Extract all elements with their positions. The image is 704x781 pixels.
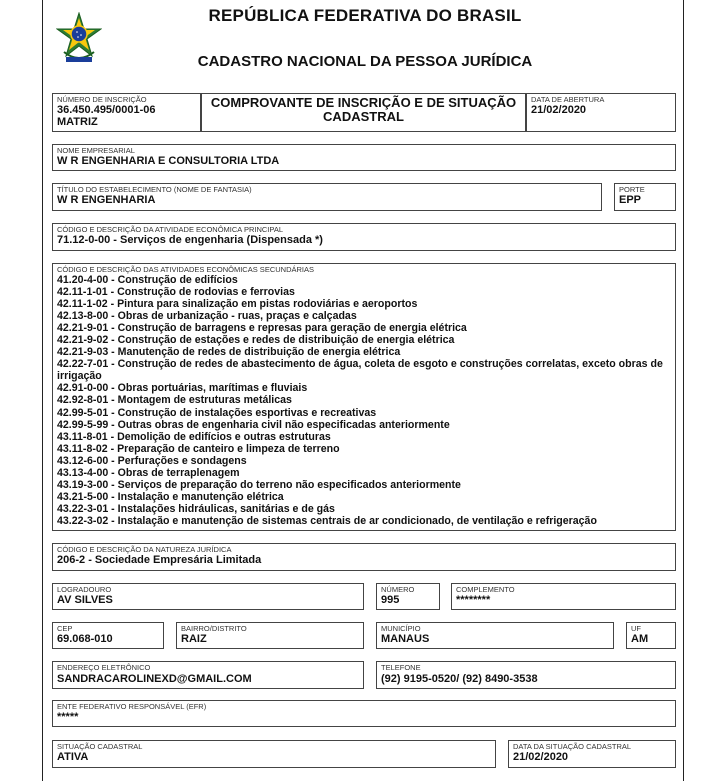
zip-value: 69.068-010 [57, 633, 113, 645]
list-item: 42.91-0-00 - Obras portuárias, marítimas e fluviais [57, 382, 308, 395]
city-box [376, 622, 614, 649]
list-item: 43.13-4-00 - Obras de terraplenagem [57, 466, 240, 479]
list-item: 41.20-4-00 - Construção de edifícios [57, 274, 238, 286]
complement-label: COMPLEMENTO [456, 585, 515, 594]
registration-status-value: ATIVA [57, 751, 89, 763]
number-value: 995 [381, 594, 400, 606]
status-date-box [508, 740, 676, 768]
establishment-type-value: MATRIZ [57, 116, 98, 128]
registration-status-label: SITUAÇÃO CADASTRAL [57, 742, 143, 751]
business-name-label: NOME EMPRESARIAL [57, 146, 135, 155]
phone-box [376, 661, 676, 689]
state-label: UF [631, 624, 641, 633]
street-value: AV SILVES [57, 594, 113, 606]
list-item: 42.11-1-01 - Construção de rodovias e ferrovias [57, 286, 295, 299]
main-activity-value: 71.12-0-00 - Serviços de engenharia (Dispensada *) [57, 234, 323, 246]
legal-nature-box [52, 543, 676, 571]
list-item: 42.21-9-01 - Construção de barragens e represas para geração de energia elétrica [57, 322, 467, 335]
page-subtitle: CADASTRO NACIONAL DA PESSOA JURÍDICA [197, 53, 533, 70]
legal-nature-value: 206-2 - Sociedade Empresária Limitada [57, 554, 262, 566]
opening-date-value: 21/02/2020 [531, 104, 587, 116]
main-activity-box [52, 223, 676, 251]
secondary-activities-list [57, 274, 671, 527]
district-label: BAIRRO/DISTRITO [181, 624, 247, 633]
complement-value: ******** [456, 594, 491, 606]
city-label: MUNICÍPIO [381, 624, 421, 633]
state-box [626, 622, 676, 649]
phone-value: (92) 9195-0520/ (92) 8490-3538 [381, 673, 538, 685]
list-item: 43.22-3-01 - Instalações hidráulicas, sanitárias e de gás [57, 502, 335, 515]
zip-label: CEP [57, 624, 73, 633]
business-name-value: W R ENGENHARIA E CONSULTORIA LTDA [57, 155, 280, 167]
street-label: LOGRADOURO [57, 585, 112, 594]
secondary-activities-box [52, 263, 676, 531]
trade-name-label: TÍTULO DO ESTABELECIMENTO (NOME DE FANTASIA) [57, 185, 252, 194]
list-item: 42.21-9-02 - Construção de estações e redes de distribuição de energia elétrica [57, 334, 455, 347]
email-value: SANDRACAROLINEXD@GMAIL.COM [57, 673, 252, 685]
street-box [52, 583, 364, 610]
status-date-label: DATA DA SITUAÇÃO CADASTRAL [513, 742, 632, 751]
trade-name-value: W R ENGENHARIA [57, 194, 156, 206]
efr-value: ***** [57, 711, 79, 723]
district-value: RAIZ [181, 633, 207, 645]
list-item: 42.99-5-99 - Outras obras de engenharia civil não especificadas anteriormente [57, 418, 450, 431]
inscription-number-box [52, 93, 201, 132]
efr-box [52, 700, 676, 727]
list-item: 43.21-5-00 - Instalação e manutenção elétrica [57, 490, 284, 503]
inscription-number-value: 36.450.495/0001-06 [57, 104, 156, 116]
list-item: 42.92-8-01 - Montagem de estruturas metálicas [57, 394, 292, 407]
list-item: 42.22-7-01 - Construção de redes de abastecimento de água, coleta de esgoto e construções correlatas, exceto obras de irrigação [57, 358, 663, 383]
district-box [176, 622, 364, 649]
list-item: 43.19-3-00 - Serviços de preparação do terreno não especificados anteriormente [57, 478, 461, 491]
list-item: 43.11-8-01 - Demolição de edifícios e outras estruturas [57, 430, 331, 443]
legal-nature-label: CÓDIGO E DESCRIÇÃO DA NATUREZA JURÍDICA [57, 545, 232, 554]
opening-date-label: DATA DE ABERTURA [531, 95, 605, 104]
inscription-number-label: NÚMERO DE INSCRIÇÃO [57, 95, 147, 104]
receipt-title-line2: CADASTRAL [323, 109, 404, 124]
number-box [376, 583, 440, 610]
city-value: MANAUS [381, 633, 430, 645]
list-item: 42.13-8-00 - Obras de urbanização - ruas, praças e calçadas [57, 310, 357, 323]
list-item: 42.99-5-01 - Construção de instalações esportivas e recreativas [57, 406, 377, 419]
list-item: 43.12-6-00 - Perfurações e sondagens [57, 454, 247, 467]
brazil-coat-of-arms-icon [56, 12, 102, 66]
main-activity-label: CÓDIGO E DESCRIÇÃO DA ATIVIDADE ECONÔMICA PRINCIPAL [57, 225, 284, 234]
list-item: 42.11-1-02 - Pintura para sinalização em pistas rodoviárias e aeroportos [57, 298, 418, 311]
opening-date-box [526, 93, 676, 132]
page-title: REPÚBLICA FEDERATIVA DO BRASIL [208, 6, 522, 25]
list-item: 42.21-9-03 - Manutenção de redes de distribuição de energia elétrica [57, 346, 401, 359]
list-item: 43.11-8-02 - Preparação de canteiro e limpeza de terreno [57, 442, 340, 455]
status-date-value: 21/02/2020 [513, 751, 569, 763]
state-value: AM [631, 633, 649, 645]
number-label: NÚMERO [381, 585, 415, 594]
size-label: PORTE [619, 185, 645, 194]
complement-box [451, 583, 676, 610]
zip-box [52, 622, 164, 649]
size-value: EPP [619, 194, 642, 206]
phone-label: TELEFONE [381, 663, 421, 672]
business-name-box [52, 144, 676, 171]
receipt-title-line1: COMPROVANTE DE INSCRIÇÃO E DE SITUAÇÃO [210, 95, 517, 110]
efr-label: ENTE FEDERATIVO RESPONSÁVEL (EFR) [57, 702, 207, 711]
secondary-activities-label: CÓDIGO E DESCRIÇÃO DAS ATIVIDADES ECONÔMICAS SECUNDÁRIAS [57, 265, 314, 274]
trade-name-box [52, 183, 602, 211]
size-box [614, 183, 676, 211]
receipt-title-box [201, 93, 526, 132]
registration-status-box [52, 740, 496, 768]
list-item: 43.22-3-02 - Instalação e manutenção de sistemas centrais de ar condicionado, de ventilação e refrigeração [57, 514, 597, 527]
email-box [52, 661, 364, 689]
email-label: ENDEREÇO ELETRÔNICO [57, 663, 151, 672]
